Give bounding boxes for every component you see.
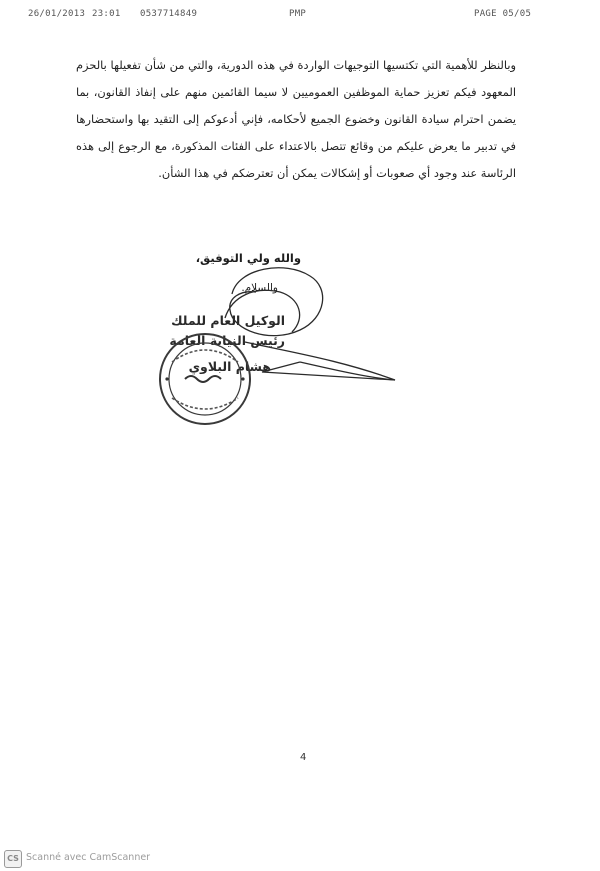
fax-date: 26/01/2013 (28, 9, 86, 19)
fax-page (474, 9, 531, 19)
fax-time: 23:01 (92, 9, 121, 19)
fax-header (0, 0, 600, 24)
fax-phone: 0537714849 (140, 9, 198, 19)
fax-page-value: 05/05 (502, 9, 532, 19)
fax-page-label: PAGE (474, 9, 497, 19)
signature-title-line-1: الوكيل العام للملك (171, 313, 285, 328)
camscanner-logo-icon: CS (4, 850, 22, 868)
closing-line-1: والله ولي التوفيق، (195, 251, 301, 265)
fax-sender: PMP (289, 9, 307, 19)
signature-name: هشام البلاوي (188, 359, 271, 374)
closing-line-2: والسلام. (241, 282, 278, 294)
page-number: 4 (300, 752, 307, 763)
signature-title-line-2: رئيس النيابة العامة (169, 333, 285, 348)
body-paragraph: وبالنظر للأهمية التي تكتسيها التوجيهات الواردة في هذه الدورية، والتي من شأن تفعيلها بالحزم المعهود فيكم تعزيز حماية الموظفين العموميين لا سيما القائمين منهم على إنفاذ القانون، بما يضمن احترام سيادة القانون وخضوع الجميع لأحكامه، فإني أدعوكم إلى التقيد بها واستحضارها في تدبير ما يعرض عليكم من وقائع تتصل بالاعتداء على الفئات المذكورة، مع الرجوع إلى هذه الرئاسة عند وجود أي صعوبات أو إشكالات يمكن أن تعترضكم في هذا الشأن. (76, 58, 516, 180)
scanner-text: Scanné avec CamScanner (26, 852, 151, 863)
